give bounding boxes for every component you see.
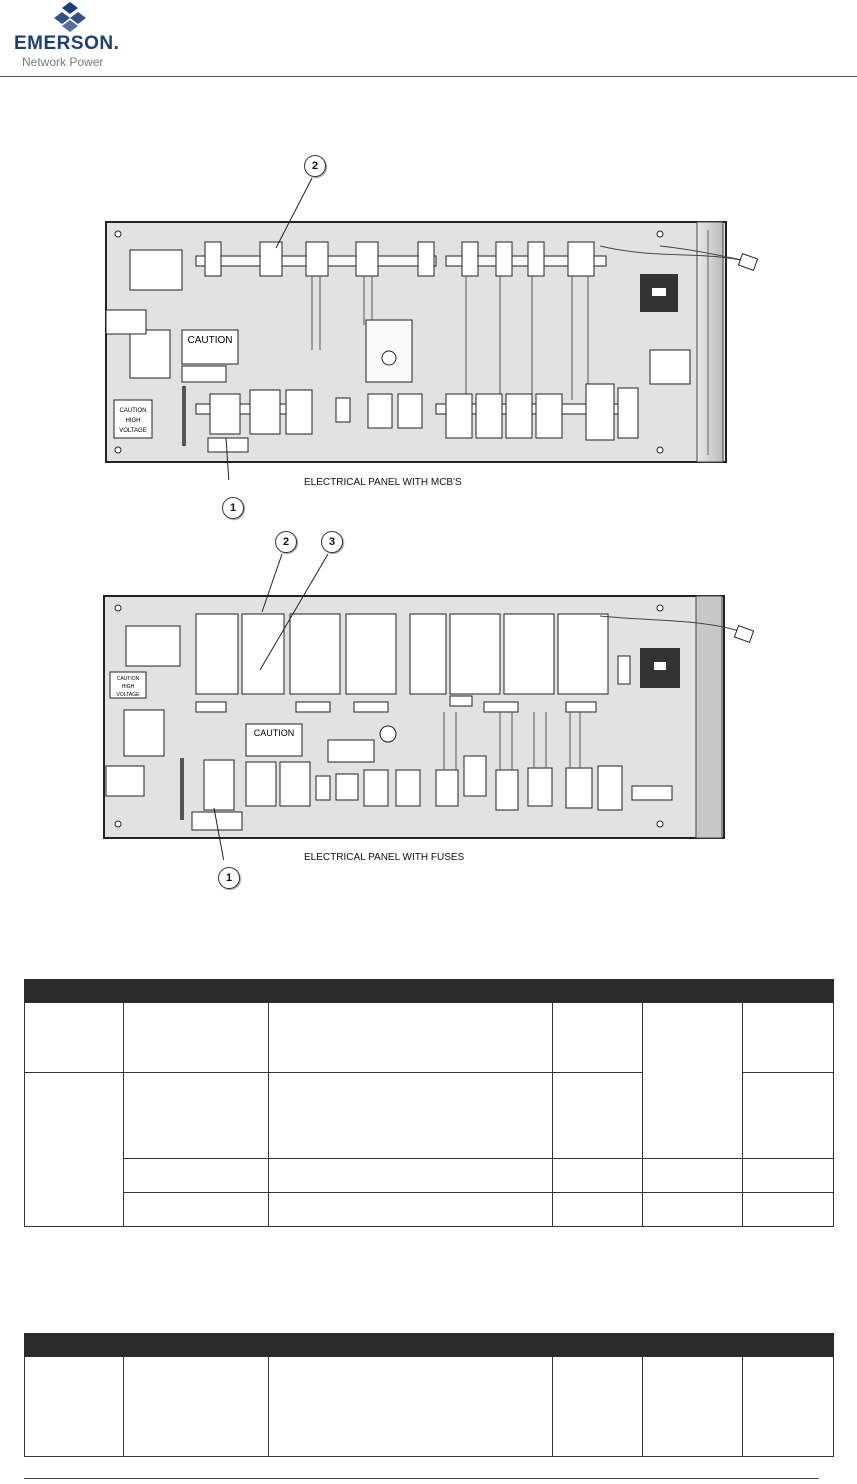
svg-text:HIGH: HIGH [121,684,135,690]
table-row [25,1003,834,1073]
footer-divider [24,1478,819,1479]
table-cell [553,1159,643,1193]
header-cell [25,1334,124,1357]
table-cell [25,1357,124,1457]
callout-2-bottom: 2 [275,531,297,553]
header-cell [269,980,553,1003]
svg-text:CAUTION: CAUTION [253,728,295,738]
table-cell [743,1357,834,1457]
table-cell [124,1073,269,1159]
header-cell [643,980,743,1003]
mcb-panel-figure [100,150,770,480]
table-header-row [25,1334,834,1357]
mcb-panel-drawing [100,150,770,480]
table-cell [643,1193,743,1227]
spec-table-1 [24,979,834,1227]
table-cell [643,1159,743,1193]
svg-text:CAUTION: CAUTION [116,676,140,682]
table-cell [553,1003,643,1073]
table-cell [124,1357,269,1457]
fuse-panel-drawing [100,530,770,860]
header-cell [643,1334,743,1357]
callout-1-bottom: 1 [218,867,240,889]
table-row [25,1357,834,1457]
table-cell [269,1073,553,1159]
table-cell [743,1073,834,1159]
table-row [25,1159,834,1193]
table-cell [643,1357,743,1457]
callout-2-top: 2 [304,155,326,177]
table-cell [553,1193,643,1227]
table-cell [553,1073,643,1159]
caution-hv-line3: VOLTAGE [119,428,147,434]
header-cell [25,980,124,1003]
fuse-panel-caption: ELECTRICAL PANEL WITH FUSES [304,852,465,863]
page-header [0,0,857,77]
caution-label: CAUTION [187,335,233,346]
callout-1-top: 1 [222,497,244,519]
brand-subtitle: Network Power [22,55,104,69]
callout-3-bottom: 3 [321,531,343,553]
table-cell [124,1193,269,1227]
fuse-panel-figure [100,530,770,860]
caution-hv-line2: HIGH [125,418,141,424]
header-cell [553,1334,643,1357]
brand-name: EMERSON. [14,33,120,54]
table-cell [743,1159,834,1193]
table-cell [553,1357,643,1457]
header-cell [553,980,643,1003]
mcb-panel-caption: ELECTRICAL PANEL WITH MCB'S [304,477,462,488]
table-cell [269,1193,553,1227]
table-cell [269,1003,553,1073]
table-cell [269,1357,553,1457]
header-cell [743,980,834,1003]
table-cell [643,1003,743,1159]
table-cell [25,1073,124,1227]
header-cell [743,1334,834,1357]
table-row [25,1193,834,1227]
caution-hv-line1: CAUTION [119,408,147,414]
table-cell [25,1003,124,1073]
header-cell [269,1334,553,1357]
spec-table-2 [24,1333,834,1457]
table-cell [743,1193,834,1227]
table-cell [124,1003,269,1073]
table-header-row [25,980,834,1003]
emerson-logo [12,0,152,72]
header-cell [124,1334,269,1357]
table-cell [743,1003,834,1073]
table-cell [124,1159,269,1193]
header-cell [124,980,269,1003]
svg-text:VOLTAGE: VOLTAGE [116,692,140,698]
table-cell [269,1159,553,1193]
